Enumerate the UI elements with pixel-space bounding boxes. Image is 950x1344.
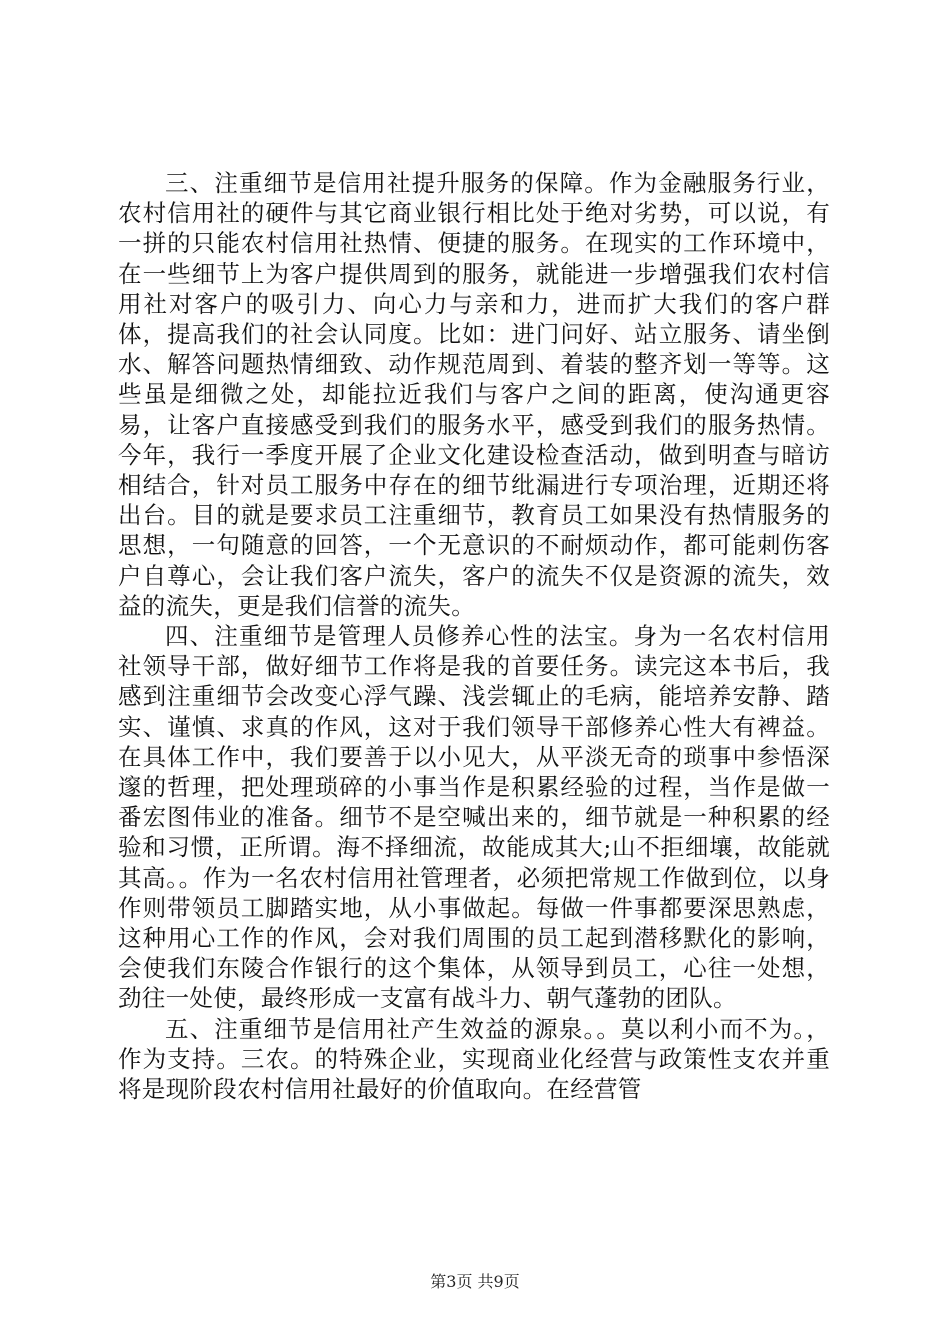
paragraph-benefit-details: 五、注重细节是信用社产生效益的源泉。。莫以利小而不为。，作为支持。三农。的特殊企业，实现商业化经营与政策性支农并重将是现阶段农村信用社最好的价值取向。在经营管 bbox=[118, 1014, 830, 1104]
body-text bbox=[118, 168, 830, 1104]
paragraph-service-details: 三、注重细节是信用社提升服务的保障。作为金融服务行业，农村信用社的硬件与其它商业银行相比处于绝对劣势，可以说，有一拼的只能农村信用社热情、便捷的服务。在现实的工作环境中，在一些细节上为客户提供周到的服务，就能进一步增强我们农村信用社对客户的吸引力、向心力与亲和力，进而扩大我们的客户群体，提高我们的社会认同度。比如：进门问好、站立服务、请坐倒水、解答问题热情细致、动作规范周到、着装的整齐划一等等。这些虽是细微之处，却能拉近我们与客户之间的距离，使沟通更容易，让客户直接感受到我们的服务水平，感受到我们的服务热情。今年，我行一季度开展了企业文化建设检查活动，做到明查与暗访相结合，针对员工服务中存在的细节纰漏进行专项治理，近期还将出台。目的就是要求员工注重细节，教育员工如果没有热情服务的思想，一句随意的回答，一个无意识的不耐烦动作，都可能刺伤客户自尊心，会让我们客户流失，客户的流失不仅是资源的流失，效益的流失，更是我们信誉的流失。 bbox=[118, 169, 830, 620]
paragraph-management-details: 四、注重细节是管理人员修养心性的法宝。身为一名农村信用社领导干部，做好细节工作将是我的首要任务。读完这本书后，我感到注重细节会改变心浮气躁、浅尝辄止的毛病，能培养安静、踏实、谨慎、求真的作风，这对于我们领导干部修养心性大有裨益。在具体工作中，我们要善于以小见大，从平淡无奇的琐事中参悟深邃的哲理，把处理琐碎的小事当作是积累经验的过程，当作是做一番宏图伟业的准备。细节不是空喊出来的，细节就是一种积累的经验和习惯，正所谓。海不择细流，故能成其大;山不拒细壤，故能就其高。。作为一名农村信用社管理者，必须把常规工作做到位，以身作则带领员工脚踏实地，从小事做起。每做一件事都要深思熟虑，这种用心工作的作风，会对我们周围的员工起到潜移默化的影响，会使我们东陵合作银行的这个集体，从领导到员工，心往一处想，劲往一处使，最终形成一支富有战斗力、朝气蓬勃的团队。 bbox=[118, 622, 830, 1013]
page-number-footer: 第3页 共9页 bbox=[430, 1272, 520, 1291]
